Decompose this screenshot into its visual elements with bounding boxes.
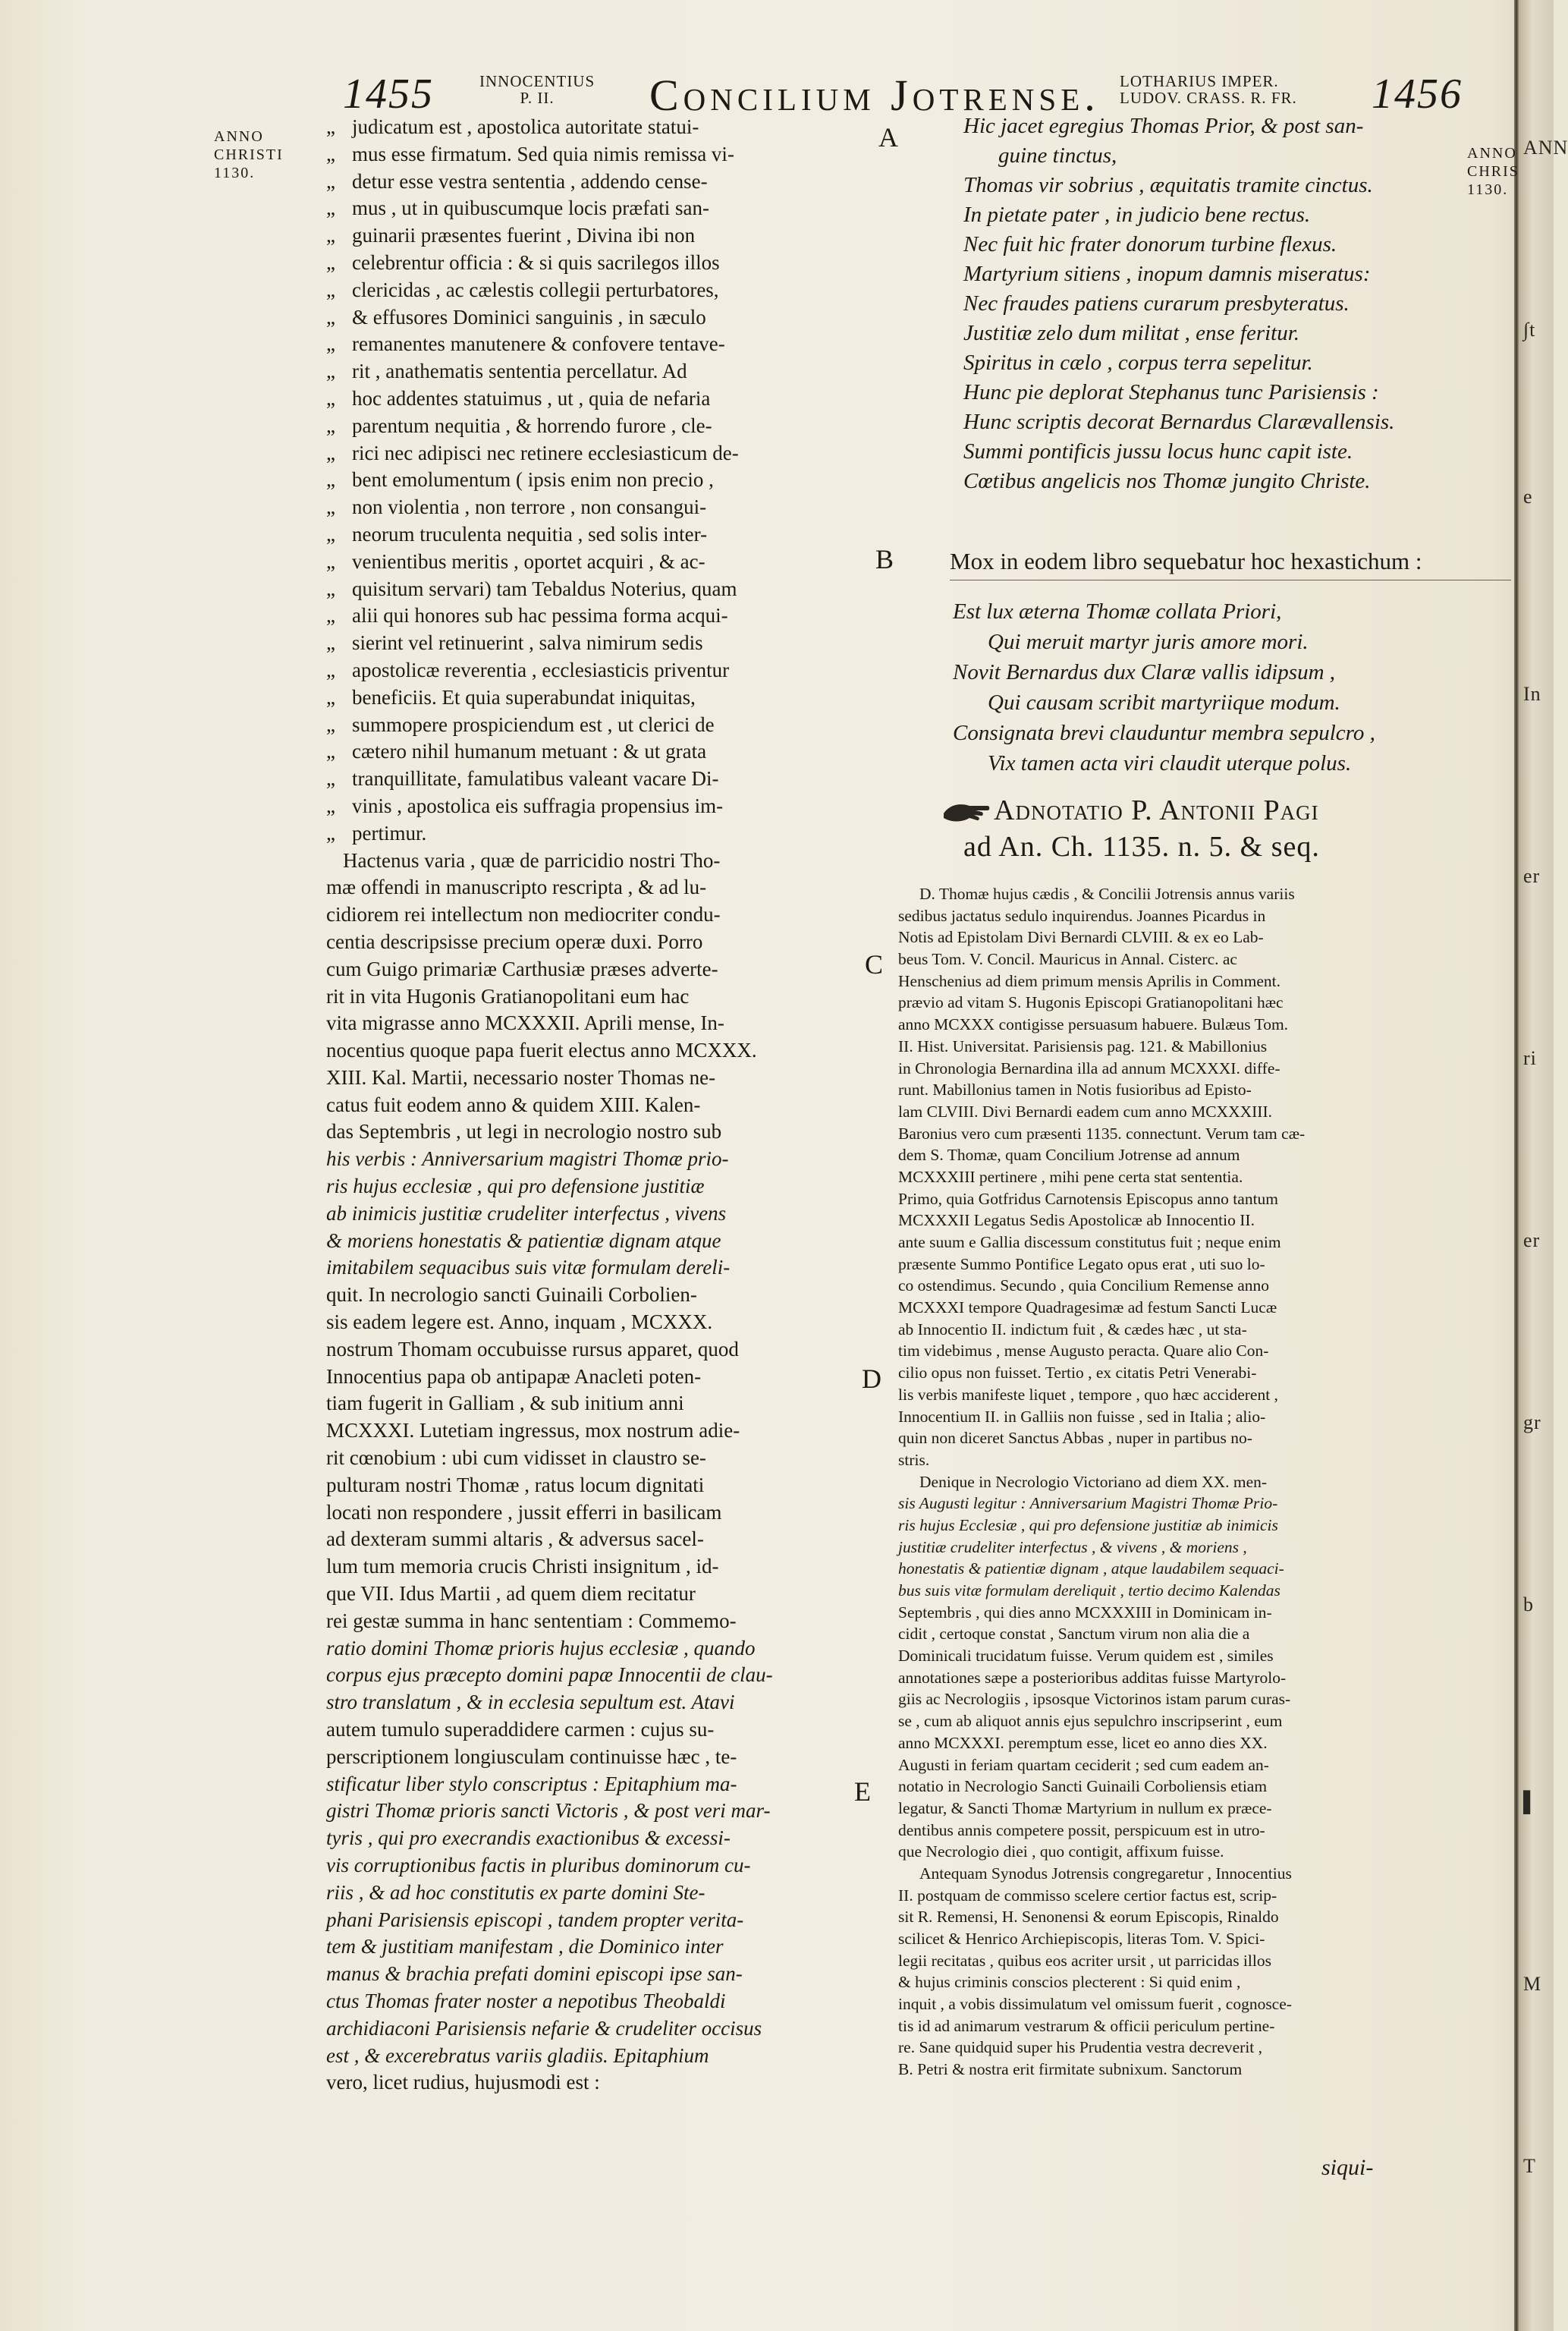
text-line [326,1689,865,1716]
quote-mark: „ [326,794,335,817]
page-number-left: 1455 [343,71,434,118]
text-line [326,1092,865,1119]
text-line: giis ac Necrologiis , ipsosque Victorinos istam parum curas- [898,1690,1291,1709]
line-text: imitabilem sequacibus suis vitæ formulam dereli- [326,1256,731,1279]
text-line [326,2069,865,2097]
verse-line: Martyrium sitiens , inopum damnis miseratus: [963,262,1371,286]
verse-line: Hunc pie deplorat Stephanus tunc Parisiensis : [963,380,1379,404]
line-text: beneficiis. Et quia superabundat iniquitas, [352,685,696,709]
line-text: non violentia , non terrore , non consangui- [352,495,707,519]
line-text: vinis , apostolica eis suffragia propensius im- [352,794,724,817]
text-line [326,1771,865,1798]
text-line [326,657,865,684]
quote-mark: „ [326,250,335,274]
text-line [326,820,865,848]
text-line [326,602,865,630]
line-text: mus , ut in quibuscumque locis præfati san- [352,197,709,220]
text-line: Primo, quia Gotfridus Carnotensis Episcopus anno tantum [898,1189,1279,1208]
text-line: prævio ad vitam S. Hugonis Episcopi Gratianopolitani hæc [898,993,1284,1012]
line-text: centia descripsisse precium operæ duxi. Porro [326,930,703,953]
running-head-right: LOTHARIUS IMPER. LUDOV. CRASS. R. FR. [1120,72,1297,107]
quote-mark: „ [326,495,335,519]
text-line [326,1499,865,1527]
text-line: Notis ad Epistolam Divi Bernardi CLVIII. & ex eo Lab- [898,928,1264,947]
text-line [326,1390,865,1417]
line-text: ratio domini Thomæ prioris hujus ecclesiæ , quando [326,1636,756,1659]
page-number-right: 1456 [1372,71,1463,118]
verse-line: Qui meruit martyr juris amore mori. [988,630,1309,654]
quote-mark: „ [326,821,335,845]
adnotatio-text [898,883,1505,2081]
line-text: ad dexteram summi altaris , & adversus sacel- [326,1527,704,1551]
text-line: Innocentium II. in Galliis non fuisse , sed in Italia ; alio- [898,1407,1266,1426]
text-line: Dominicali trucidatum fuisse. Verum quidem est , similes [898,1647,1274,1666]
text-line [326,1010,865,1037]
text-line: ris hujus Ecclesiæ , qui pro defensione justitiæ ab inimicis [898,1515,1278,1534]
text-line [326,1798,865,1825]
line-text: pertimur. [352,821,427,845]
section-letter-e: E [854,1776,871,1807]
text-line [326,1472,865,1499]
verse-line: Hunc scriptis decorat Bernardus Clarævallensis. [963,410,1395,434]
line-text: Hactenus varia , quæ de parricidio nostri Tho- [343,848,721,872]
text-line: anno MCXXX contigisse persuasum habuere. Bulæus Tom. [898,1015,1289,1034]
line-text: perscriptionem longiusculam continuisse hæc , te- [326,1744,737,1768]
text-line: & hujus criminis conscios plecterent : Si quid enim , [898,1973,1241,1992]
text-line [326,1635,865,1663]
line-text: cætero nihil humanum metuant : & ut grata [352,740,707,763]
line-text: autem tumulo superaddidere carmen : cujus su- [326,1718,715,1741]
line-text: phani Parisiensis episcopi , tandem propter verita- [326,1908,744,1931]
text-line: lam CLVIII. Divi Bernardi eadem cum anno MCXXXIII. [898,1102,1272,1121]
text-line: beus Tom. V. Concil. Mauricus in Annal. Cisterc. ac [898,950,1237,969]
text-line: anno MCXXXI. peremptum esse, licet eo anno dies XX. [898,1733,1268,1752]
line-text: archidiaconi Parisiensis nefarie & crudeliter occisus [326,2016,762,2040]
line-text: rit in vita Hugonis Gratianopolitani eum hac [326,984,690,1008]
text-line [326,1065,865,1092]
text-line: dentibus annis competere possit, perspicuum est in utro- [898,1820,1265,1839]
text-line [326,114,865,141]
line-text: das Septembris , ut legi in necrologio nostro sub [326,1120,722,1143]
text-line [326,1553,865,1581]
text-line [326,1907,865,1934]
epitaph-verse [963,114,1394,499]
section-letter-c: C [865,949,884,980]
quote-mark: „ [326,522,335,546]
line-text: nostrum Thomam occubuisse rursus apparet, quod [326,1337,739,1361]
text-line: que Necrologio diei , quo contigit, affixum fuisse. [898,1842,1224,1861]
text-line: runt. Mabillonius tamen in Notis fusioribus ad Episto- [898,1081,1252,1099]
text-line [326,1581,865,1608]
text-line [326,1146,865,1173]
verse-line: Nec fuit hic frater donorum turbine flexus. [963,232,1337,256]
line-text: que VII. Idus Martii , ad quem diem recitatur [326,1582,696,1606]
left-column-text [326,114,865,2097]
verse-line: Vix tamen acta viri claudit uterque polus. [988,751,1352,775]
line-text: stificatur liber stylo conscriptus : Epitaphium ma- [326,1772,737,1795]
line-text: mus esse firmatum. Sed quia nimis remissa vi- [352,142,734,165]
text-line: MCXXXII Legatus Sedis Apostolicæ ab Innocentio II. [898,1211,1255,1230]
quote-mark: „ [326,169,335,193]
line-text: celebrentur officia : & si quis sacrilegos illos [352,250,720,274]
line-text: apostolicæ reverentia , ecclesiasticis priventur [352,658,730,681]
text-line: annotationes sæpe a posterioribus additas fuisse Martyrolo- [898,1668,1287,1687]
text-line [326,277,865,304]
line-text: parentum nequitia , & horrendo furore , cle- [352,414,712,437]
page-title: Concilium Jotrense. [649,71,1100,120]
line-text: est , & excerebratus variis gladiis. Epitaphium [326,2043,709,2067]
line-text: gistri Thomæ prioris sancti Victoris , & post veri mar- [326,1799,771,1823]
quote-mark: „ [326,441,335,464]
line-text: riis , & ad hoc constitutis ex parte domini Ste- [326,1880,705,1904]
text-line [326,1282,865,1309]
quote-mark: „ [326,468,335,492]
text-line [326,684,865,712]
line-text: quit. In necrologio sancti Guinaili Corbolien- [326,1283,697,1307]
text-line [326,1825,865,1852]
text-line [326,1933,865,1961]
line-text: vis corruptionibus factis in pluribus dominorum cu- [326,1854,751,1876]
text-line: honestatis & patientiæ dignam , atque laudabilem sequaci- [898,1559,1284,1578]
line-text: corpus ejus præcepto domini papæ Innocentii de clau- [326,1663,773,1687]
text-line [326,331,865,358]
line-text: rit cœnobium : ubi cum vidisset in claustro se- [326,1446,706,1470]
quote-mark: „ [326,685,335,709]
text-line: notatio in Necrologio Sancti Guinaili Corboliensis etiam [898,1777,1268,1796]
adjacent-page-edge: ANN ∫t e In er ri er gr b ▌ M T [1519,0,1554,2331]
line-text: sis eadem legere est. Anno, inquam , MCXXX. [326,1310,713,1334]
text-line [326,848,865,875]
text-line [326,1526,865,1553]
text-line [326,1364,865,1391]
line-text: bent emolumentum ( ipsis enim non precio , [352,468,714,492]
line-text: vero, licet rudius, hujusmodi est : [326,2071,600,2094]
quote-mark: „ [326,224,335,247]
text-line [326,1988,865,2015]
hexastich-verse [953,599,1375,782]
quote-mark: „ [326,414,335,437]
verse-line: guine tinctus, [998,143,1117,168]
quote-mark: „ [326,332,335,356]
text-line: quin non diceret Sanctus Abbas , nuper in partibus no- [898,1429,1252,1448]
line-text: mæ offendi in manuscripto rescripta , & ad lu- [326,876,707,899]
line-text: summopere prospiciendum est , ut clerici de [352,713,715,736]
text-line [326,1716,865,1744]
verse-line: Est lux æterna Thomæ collata Priori, [953,599,1282,624]
text-line: scilicet & Henrico Archiepiscopis, literas Tom. V. Spici- [898,1930,1265,1948]
line-text: quisitum servari) tam Tebaldus Noterius, quam [352,577,737,600]
text-line [326,738,865,766]
verse-line: Spiritus in cælo , corpus terra sepelitur. [963,351,1313,375]
verse-line: Qui causam scribit martyriique modum. [988,690,1340,715]
text-line: Denique in Necrologio Victoriano ad diem XX. men- [919,1472,1268,1491]
verse-line: Consignata brevi clauduntur membra sepulcro , [953,721,1375,745]
text-line [326,1417,865,1445]
text-line [326,1118,865,1146]
text-line: dem S. Thomæ, quam Concilium Jotrense ad annum [898,1146,1240,1165]
text-line [326,304,865,332]
quote-mark: „ [326,577,335,600]
running-head-left: INNOCENTIUS P. II. [479,72,595,107]
section-letter-d: D [862,1364,881,1394]
text-line: legatur, & Sancti Thomæ Martyrium in nullum ex præce- [898,1798,1272,1817]
text-line [326,141,865,168]
text-line [326,1254,865,1282]
line-text: rit , anathematis sententia percellatur. Ad [352,360,687,383]
line-text: tiam fugerit in Galliam , & sub initium anni [326,1392,684,1415]
text-line [326,712,865,739]
quote-mark: „ [326,360,335,383]
text-line: co ostendimus. Secundo , quia Concilium Remense anno [898,1276,1270,1295]
text-line [326,929,865,956]
text-line [326,1309,865,1336]
text-line [326,440,865,467]
text-line [326,630,865,657]
text-line: Antequam Synodus Jotrensis congregaretur , Innocentius [919,1864,1292,1883]
line-text: & moriens honestatis & patientiæ dignam atque [326,1228,721,1252]
text-line [326,467,865,494]
text-line [326,2043,865,2070]
line-text: sierint vel retinuerint , salva nimirum sedis [352,631,703,655]
line-text: rici nec adipisci nec retinere ecclesiasticum de- [352,441,739,464]
text-line: cilio opus non fuisset. Tertio , ex citatis Petri Venerabi- [898,1364,1257,1383]
text-line: Augusti in feriam quartam ceciderit ; sed cum eadem an- [898,1755,1269,1774]
text-line: tim videbimus , mense Augusto peracta. Quare alio Con- [898,1342,1269,1361]
line-text: tem & justitiam manifestam , die Dominico inter [326,1935,724,1958]
adnotatio-heading: Adnotatio P. Antonii Pagi ad An. Ch. 1135. n. 5. & seq. [963,794,1320,863]
text-line [326,222,865,250]
quote-mark: „ [326,115,335,138]
text-line [326,874,865,901]
quote-mark: „ [326,142,335,165]
text-line [326,766,865,793]
line-text: judicatum est , apostolica autoritate statui- [352,115,699,138]
line-text: pulturam nostri Thomæ , ratus locum dignitati [326,1473,705,1496]
text-line: ante suum e Gallia discessum constitutus fuit ; neque enim [898,1233,1281,1251]
quote-mark: „ [326,549,335,573]
text-line [326,358,865,385]
text-line: tis id ad animarum vestrarum & officii periculum pertine- [898,2016,1275,2035]
line-text: tranquillitate, famulatibus valeant vacare Di- [352,767,719,791]
text-line: Baronius vero cum præsenti 1135. connectunt. Verum tam cæ- [898,1124,1306,1143]
text-line: ab Innocentio II. indictum fuit , & cædes hæc , ut sta- [898,1320,1247,1339]
line-text: ctus Thomas frater noster a nepotibus Theobaldi [326,1989,726,2012]
text-line: inquit , a vobis dissimulatum vel omissum fuerit , cognosce- [898,1995,1292,2014]
line-text: rei gestæ summa in hanc sententiam : Commemo- [326,1609,737,1632]
text-line [326,385,865,413]
text-line [326,250,865,277]
text-line: stris. [898,1450,930,1469]
text-line: II. postquam de commisso scelere certior factus est, scrip- [898,1886,1277,1905]
quote-mark: „ [326,767,335,791]
verse-line: Cœtibus angelicis nos Thomæ jungito Christe. [963,469,1371,493]
text-line: MCXXXIII pertinere , mihi pene certa stat sententia. [898,1167,1243,1186]
text-line [326,1445,865,1472]
text-line: bus suis vitæ formulam dereliquit , tertio decimo Kalendas [898,1581,1280,1600]
section-letter-a: A [878,122,898,153]
text-line [326,1336,865,1364]
section-letter-b: B [875,544,894,574]
line-text: manus & brachia prefati domini episcopi ipse san- [326,1962,743,1986]
verse-line: Nec fraudes patiens curarum presbyteratus. [963,291,1350,316]
text-line: legii recitatas , quibus eos acriter ursit , ut parricidas illos [898,1951,1271,1970]
text-line [326,195,865,222]
text-line [326,1173,865,1200]
quote-mark: „ [326,740,335,763]
text-line [326,1880,865,1907]
line-text: clericidas , ac cælestis collegii perturbatores, [352,278,719,301]
text-line [326,2015,865,2043]
text-line: in Chronologia Bernardina illa ad annum MCXXXI. diffe- [898,1059,1280,1077]
quote-mark: „ [326,278,335,301]
text-line [326,793,865,820]
text-line: B. Petri & nostra erit firmitate subnixum. Sanctorum [898,2060,1243,2079]
text-line: justitiæ crudeliter interfectus , & vivens , & moriens , [898,1537,1247,1556]
line-text: remanentes manutenere & confovere tentave- [352,332,725,356]
text-line: sedibus jactatus sedulo inquirendus. Joannes Picardus in [898,906,1266,925]
text-line: re. Sane quidquid super his Prudentia vestra decreverit , [898,2038,1263,2057]
text-line [326,1608,865,1635]
line-text: vita migrasse anno MCXXXII. Aprili mense, In- [326,1011,724,1035]
margin-year-right: ANNO CHRIS 1130. [1467,145,1519,198]
line-text: cum Guigo primariæ Carthusiæ præses adverte- [326,957,718,980]
verse-line: Summi pontificis jussu locus hunc capit iste. [963,439,1353,464]
text-line [326,413,865,440]
line-text: ris hujus ecclesiæ , qui pro defensione justitiæ [326,1175,705,1198]
quote-mark: „ [326,305,335,329]
text-line [326,956,865,983]
line-text: detur esse vestra sententia , addendo cense- [352,169,708,193]
text-line [326,168,865,196]
line-text: MCXXXI. Lutetiam ingressus, mox nostrum adie- [326,1419,740,1442]
line-text: hoc addentes statuimus , ut , quia de nefaria [352,386,711,410]
text-line [326,983,865,1011]
text-line: se , cum ab aliquot annis ejus sepulchro inscripserint , eum [898,1712,1283,1731]
quote-mark: „ [326,386,335,410]
line-text: stro translatum , & in ecclesia sepultum est. Atavi [326,1691,735,1714]
text-line [326,1200,865,1228]
verse-line: In pietate pater , in judicio bene rectus. [963,203,1311,227]
verse-line: Justitiæ zelo dum militat , ense feritur. [963,321,1300,345]
text-line [326,1852,865,1880]
catchword: siqui- [1321,2155,1374,2180]
text-line: Septembris , qui dies anno MCXXXIII in Dominicam in- [898,1603,1272,1622]
text-line: præsente Summo Pontifice Legato opus erat , uti suo lo- [898,1254,1265,1273]
text-line [326,1961,865,1988]
text-line [326,494,865,521]
margin-year-left: ANNO CHRISTI 1130. [214,128,284,181]
line-text: catus fuit eodem anno & quidem XIII. Kalen- [326,1093,701,1116]
quote-mark: „ [326,713,335,736]
line-text: lum tum memoria crucis Christi insignitum , id- [326,1555,719,1578]
text-line [326,1037,865,1065]
line-text: XIII. Kal. Martii, necessario noster Thomas ne- [326,1065,716,1089]
line-text: nocentius quoque papa fuerit electus anno MCXXX. [326,1039,757,1062]
text-line: II. Hist. Universitat. Parisiensis pag. 121. & Mabillonius [898,1037,1268,1055]
hexastich-intro: Mox in eodem libro sequebatur hoc hexastichum : [950,548,1422,574]
text-line [326,1662,865,1689]
quote-mark: „ [326,658,335,681]
text-line [326,576,865,603]
text-line [326,521,865,549]
line-text: alii qui honores sub hac pessima forma acqui- [352,604,728,628]
text-line: MCXXXI tempore Quadragesimæ ad festum Sancti Lucæ [898,1298,1277,1317]
text-line: lis verbis manifeste liquet , tempore , quo hæc acciderent , [898,1385,1278,1404]
quote-mark: „ [326,197,335,220]
verse-line: Novit Bernardus dux Claræ vallis idipsum , [953,660,1336,684]
line-text: guinarii præsentes fuerint , Divina ibi non [352,224,696,247]
line-text: venientibus meritis , oportet acquiri , & ac- [352,549,705,573]
line-text: cidiorem rei intellectum non mediocriter condu- [326,903,721,926]
line-text: & effusores Dominici sanguinis , in sæculo [352,305,706,329]
quote-mark: „ [326,604,335,628]
line-text: ab inimicis justitiæ crudeliter interfectus , vivens [326,1201,727,1225]
text-line: D. Thomæ hujus cædis , & Concilii Jotrensis annus variis [919,885,1295,903]
text-line [326,1744,865,1771]
text-line: sis Augusti legitur : Anniversarium Magistri Thomæ Prio- [898,1494,1278,1513]
quote-mark: „ [326,631,335,655]
text-line: cidit , certoque constat , Sanctum virum non alia die a [898,1625,1250,1644]
text-line [326,549,865,576]
text-line: sit R. Remensi, H. Senonensi & eorum Episcopis, Rinaldo [898,1908,1279,1927]
line-text: locati non respondere , jussit efferri in basilicam [326,1500,722,1524]
text-line [326,1228,865,1255]
line-text: neorum truculenta nequitia , sed solis inter- [352,522,708,546]
line-text: tyris , qui pro execrandis exactionibus & excessi- [326,1826,731,1850]
text-line [326,901,865,929]
text-line: Henschenius ad diem primum mensis Aprilis in Comment. [898,971,1281,990]
line-text: his verbis : Anniversarium magistri Thomæ prio- [326,1147,729,1171]
verse-line: Thomas vir sobrius , æquitatis tramite cinctus. [963,173,1373,197]
verse-line: Hic jacet egregius Thomas Prior, & post san- [963,114,1364,138]
line-text: Innocentius papa ob antipapæ Anacleti poten- [326,1364,702,1388]
